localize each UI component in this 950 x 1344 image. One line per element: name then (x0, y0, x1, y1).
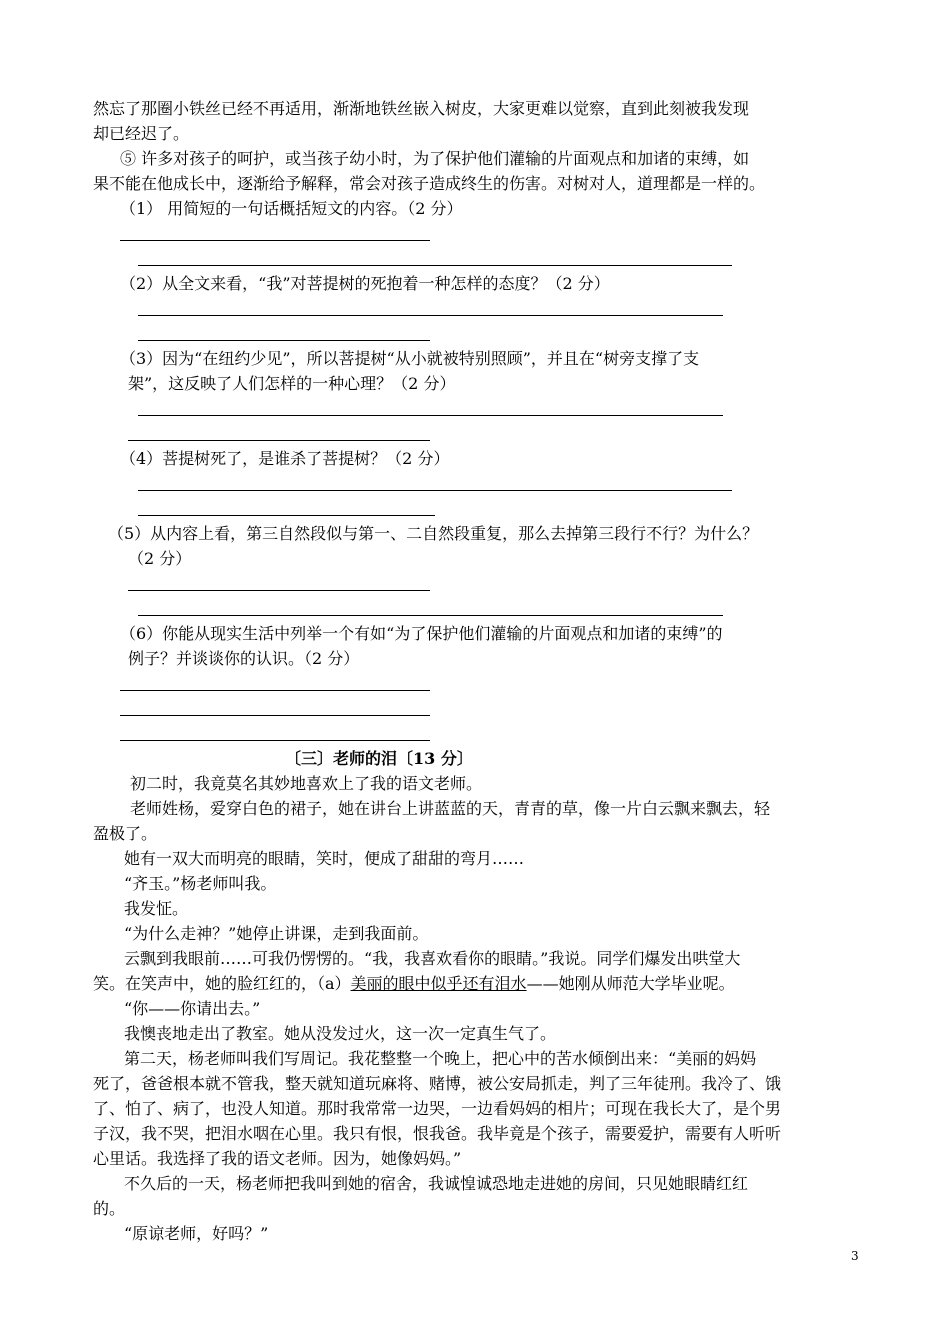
story-line: “齐玉。”杨老师叫我。 (124, 874, 277, 893)
passage-paragraph-4-line-2: 却已经迟了。 (93, 124, 190, 143)
passage-paragraph-5-line-2: 果不能在他成长中，逐渐给予解释，常会对孩子造成终生的伤害。对树对人，道理都是一样的。 (93, 174, 766, 193)
story-line: 的。 (93, 1199, 126, 1218)
question-6-line-2: 例子？并谈谈你的认识。（2 分） (128, 649, 360, 668)
story-line: 第二天，杨老师叫我们写周记。我花整整一个晚上，把心中的苦水倾倒出来：“美丽的妈妈 (124, 1049, 757, 1068)
story-line: 子汉，我不哭，把泪水咽在心里。我只有恨，恨我爸。我毕竟是个孩子，需要爱护，需要有人听听 (93, 1124, 782, 1143)
story-line: “原谅老师，好吗？” (124, 1224, 269, 1243)
question-4: （4）菩提树死了，是谁杀了菩提树？（2 分） (120, 449, 450, 468)
answer-line[interactable] (138, 265, 732, 266)
story-line: 我发怔。 (124, 899, 189, 918)
answer-line[interactable] (138, 615, 723, 616)
story-line: 了、怕了、病了，也没人知道。那时我常常一边哭，一边看妈妈的相片；可现在我长大了，是个男 (93, 1099, 782, 1118)
question-5-line-1: （5）从内容上看，第三自然段似与第一、二自然段重复，那么去掉第三段行不行？为什么？ (108, 524, 759, 543)
answer-line[interactable] (128, 590, 430, 591)
question-5-line-2: （2 分） (128, 549, 192, 568)
story-line: 我懊丧地走出了教室。她从没发过火，这一次一定真生气了。 (124, 1024, 557, 1043)
story-line: 云飘到我眼前……可我仍愣愣的。“我，我喜欢看你的眼睛。”我说。同学们爆发出哄堂大 (124, 949, 741, 968)
answer-line[interactable] (138, 415, 723, 416)
question-1: （1） 用简短的一句话概括短文的内容。（2 分） (120, 199, 463, 218)
question-3-line-2: 架”，这反映了人们怎样的一种心理？（2 分） (128, 374, 456, 393)
question-6-line-1: （6）你能从现实生活中列举一个有如“为了保护他们灌输的片面观点和加诸的束缚”的 (120, 624, 723, 643)
question-2: （2）从全文来看，“我”对菩提树的死抱着一种怎样的态度？（2 分） (120, 274, 610, 293)
question-3-line-1: （3）因为“在纽约少见”，所以菩提树“从小就被特别照顾”，并且在“树旁支撑了支 (120, 349, 700, 368)
answer-line[interactable] (120, 740, 430, 741)
story-line: “为什么走神？”她停止讲课，走到我面前。 (124, 924, 429, 943)
story-line: 盈极了。 (93, 824, 158, 843)
story-line: 初二时，我竟莫名其妙地喜欢上了我的语文老师。 (130, 774, 483, 793)
answer-line[interactable] (120, 690, 430, 691)
passage-paragraph-5-line-1: ⑤ 许多对孩子的呵护，或当孩子幼小时，为了保护他们灌输的片面观点和加诸的束缚，如 (120, 149, 750, 168)
story-line: 老师姓杨，爱穿白色的裙子，她在讲台上讲蓝蓝的天，青青的草，像一片白云飘来飘去，轻 (130, 799, 771, 818)
story-line: “你——你请出去。” (124, 999, 261, 1018)
story-line: 不久后的一天，杨老师把我叫到她的宿舍，我诚惶诚恐地走进她的房间，只见她眼睛红红 (124, 1174, 749, 1193)
story-line: 死了，爸爸根本就不管我，整天就知道玩麻将、赌博，被公安局抓走，判了三年徒刑。我冷了、饿 (93, 1074, 782, 1093)
section-title: 〔三〕老师的泪〔13 分〕 (285, 749, 473, 768)
answer-line[interactable] (120, 715, 430, 716)
answer-line[interactable] (138, 490, 732, 491)
answer-line[interactable] (128, 440, 430, 441)
story-line: 她有一双大而明亮的眼睛，笑时，便成了甜甜的弯月…… (124, 849, 525, 868)
passage-paragraph-4-line-1: 然忘了那圈小铁丝已经不再适用，渐渐地铁丝嵌入树皮，大家更难以觉察，直到此刻被我发现 (93, 99, 750, 118)
story-text: 笑。在笑声中，她的脸红红的，（a） (93, 974, 351, 993)
underlined-sentence-a: 美丽的眼中似乎还有泪水 (350, 974, 527, 993)
answer-line[interactable] (138, 515, 435, 516)
answer-line[interactable] (138, 340, 430, 341)
story-line-with-underline (93, 971, 735, 996)
answer-line[interactable] (120, 240, 430, 241)
answer-line[interactable] (138, 315, 723, 316)
story-line: 心里话。我选择了我的语文老师。因为，她像妈妈。” (93, 1149, 462, 1168)
story-text: ——她刚从师范大学毕业呢。 (526, 974, 735, 993)
page-number: 3 (851, 1249, 859, 1263)
